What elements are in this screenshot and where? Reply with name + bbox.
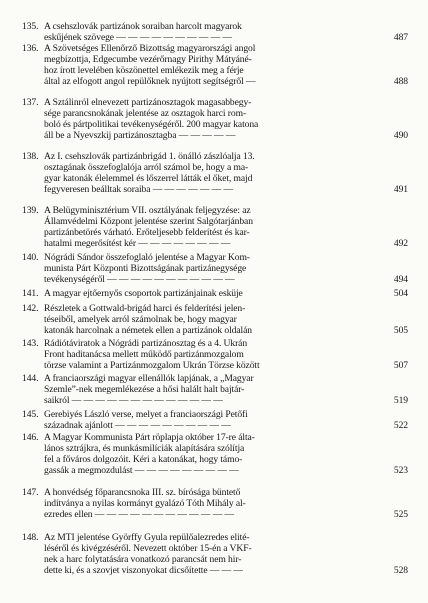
entry-page-number: 523 (393, 464, 408, 476)
entry-title (44, 304, 390, 337)
index-entry (0, 152, 428, 196)
entry-title-line: megbízottja, Edgecumbe vezérőrnagy Pirithy Mátyáné- (44, 53, 252, 65)
entry-number: 142. (22, 303, 39, 314)
entry-title-line: eskűjének szövege — — — — — — — — — — (44, 31, 232, 43)
entry-title-line: Az MTI jelentése Györffy Gyula repülőalezredes elité- (44, 532, 250, 543)
entry-title-line: Gerebiyés László verse, melyet a franciaországi Petőfi (44, 409, 248, 420)
entry-title-line: által az elfogott angol repülőknek nyújtott segítségről — (44, 75, 256, 87)
entry-title (44, 410, 390, 432)
entry-title-line: századnak ajánlott — — — — — — — — — — (44, 419, 231, 431)
entry-title-line: indítványa a nyilas kormányt gyalázó Tóth Mihály al- (44, 497, 246, 509)
entry-title (44, 339, 390, 372)
index-entry (0, 98, 428, 142)
entry-title-line: A Sztálinról elnevezett partizánosztagok magasabbegy- (44, 97, 252, 108)
entry-title (44, 98, 390, 142)
entry-page-number: 525 (393, 508, 408, 520)
index-entry (0, 488, 428, 521)
entry-title-line: ezredes ellen — — — — — — — — — — — — (44, 508, 235, 520)
entry-title-line: tevékenységéről — — — — — — — — — — — (44, 273, 235, 285)
entry-number: 139. (22, 205, 39, 216)
entry-title-line: A Magyar Kommunista Párt röplapja október 17-re álta- (44, 432, 255, 443)
entry-page-number: 487 (393, 31, 408, 43)
entry-title-line: boló és pártpolitikai tevékenységéről. 200 magyar katona (44, 118, 259, 130)
entry-page-number: 505 (393, 324, 408, 336)
entry-title-line: A honvédség főparancsnoka III. sz. bírósága büntető (44, 487, 241, 498)
entry-title-line: Nógrádi Sándor összefoglaló jelentése a Magyar Kom- (44, 252, 250, 263)
entry-title (44, 152, 390, 196)
entry-title-line: fel a főváros dolgozóit. Kéri a katonákat, hogy támo- (44, 453, 243, 465)
entry-title-line: lános sztrájkra, és munkásmilíciák alapítására szólítja (44, 442, 245, 454)
entry-title-line: Az I. csehszlovák partizánbrigád 1. önálló zászlóalja 13. (44, 151, 255, 162)
entry-title (44, 488, 390, 521)
entry-title-line: Államvédelmi Központ jelentése szerint Salgótarjánban (44, 215, 253, 227)
entry-number: 148. (22, 532, 39, 543)
entry-title (44, 44, 390, 88)
index-entry (0, 22, 428, 44)
entry-title-line: hoz írott levelében köszönettel emlékezik meg a férje (44, 64, 244, 76)
entry-number: 145. (22, 409, 39, 420)
entry-title (44, 253, 390, 286)
entry-title-line: Szemle”-nek megemlékezése a hősi halált halt bajtár- (44, 383, 245, 395)
entry-title-line: sége parancsnokának jelentése az osztagok harci rom- (44, 107, 247, 119)
entry-title-line: fegyveresen beálltak soraiba — — — — — — — (44, 183, 233, 195)
entry-number: 137. (22, 97, 39, 108)
index-entry (0, 339, 428, 372)
entry-title (44, 374, 390, 407)
entry-title-line: áll be a Nyevszkij partizánosztagba — — — — — (44, 129, 236, 141)
entry-page-number: 488 (393, 75, 408, 87)
entry-number: 147. (22, 487, 39, 498)
entry-page-number: 492 (393, 237, 408, 249)
entry-title-line: A Szövetséges Ellenőrző Bizottság magyarországi angol (44, 43, 256, 54)
entry-title-line: A Belügyminisztérium VII. osztályának feljegyzése: az (44, 205, 251, 216)
entry-title-line: hatalmi megerősítést kér — — — — — — — — (44, 237, 231, 249)
index-entry (0, 44, 428, 88)
entry-page-number: 490 (393, 129, 408, 141)
entry-title-line: A franciaországi magyar ellenállók lapjának, a „Magyar (44, 373, 254, 384)
entry-title-line: munista Párt Központi Bizottságának partizánegysége (44, 262, 247, 274)
entry-title-line: dette ki, és a szovjet viszonyokat dicsőítette — — — (44, 564, 243, 576)
entry-page-number: 494 (393, 273, 408, 285)
entry-title-line: léséről és kivégzéséről. Nevezett október 15-én a VKF- (44, 542, 252, 554)
entry-title-line: gassák a megmozdulást — — — — — — — — — (44, 464, 239, 476)
entry-title-line: törzse valamint a Partizánmozgalom Ukrán Törzse között (44, 359, 260, 371)
index-entry (0, 533, 428, 577)
index-entry (0, 374, 428, 407)
index-entry (0, 433, 428, 477)
entry-number: 146. (22, 432, 39, 443)
entry-title-line: A magyar ejtőernyős csoportok partizánjainak esküje (44, 288, 243, 299)
entry-title-line: saikról — — — — — — — — — — — — — (44, 394, 223, 406)
entry-title (44, 533, 390, 577)
entry-title (44, 22, 390, 44)
entry-title-line: téseiből, amelyek arról számolnak be, hogy magyar (44, 313, 237, 325)
entry-number: 143. (22, 338, 39, 349)
entry-title-line: Rádiótáviratok a Nógrádi partizánosztag és a 4. Ukrán (44, 338, 248, 349)
entry-number: 140. (22, 252, 39, 263)
entry-title-line: katonák harcolnak a németek ellen a partizánok oldalán (44, 324, 252, 336)
entry-title-line: gyar katonák élelemmel és lőszerrel látták el őket, majd (44, 172, 253, 184)
entry-title-line: osztagának összefoglalója arról számol be, hogy a ma- (44, 161, 249, 173)
index-entry (0, 289, 428, 300)
index-entry (0, 410, 428, 432)
entry-page-number: 528 (393, 564, 408, 576)
entry-page-number: 491 (393, 183, 408, 195)
entry-number: 141. (22, 288, 39, 299)
entry-title (44, 433, 390, 477)
entry-number: 136. (22, 43, 39, 54)
index-entry (0, 206, 428, 250)
entry-title (44, 289, 390, 300)
index-entry (0, 253, 428, 286)
entry-page-number: 507 (393, 359, 408, 371)
entry-title-line: Front haditanácsa mellett működő partizánmozgalom (44, 348, 244, 360)
entry-number: 144. (22, 373, 39, 384)
entry-title-line: A csehszlovák partizánok soraiban harcolt magyarok (44, 21, 242, 32)
entry-title-line: partizánbetörés várható. Erőteljesebb felderítést és kar- (44, 226, 250, 238)
entry-title-line: Részletek a Gottwald-brigád harci és felderítési jelen- (44, 303, 246, 314)
entry-page-number: 519 (393, 394, 408, 406)
index-entry (0, 304, 428, 337)
entry-title (44, 206, 390, 250)
entry-page-number: 522 (393, 419, 408, 431)
entry-number: 138. (22, 151, 39, 162)
entry-title-line: nek a harc folytatására vonatkozó parancsát nem hir- (44, 553, 242, 565)
entry-page-number: 504 (393, 288, 408, 299)
entry-number: 135. (22, 21, 39, 32)
